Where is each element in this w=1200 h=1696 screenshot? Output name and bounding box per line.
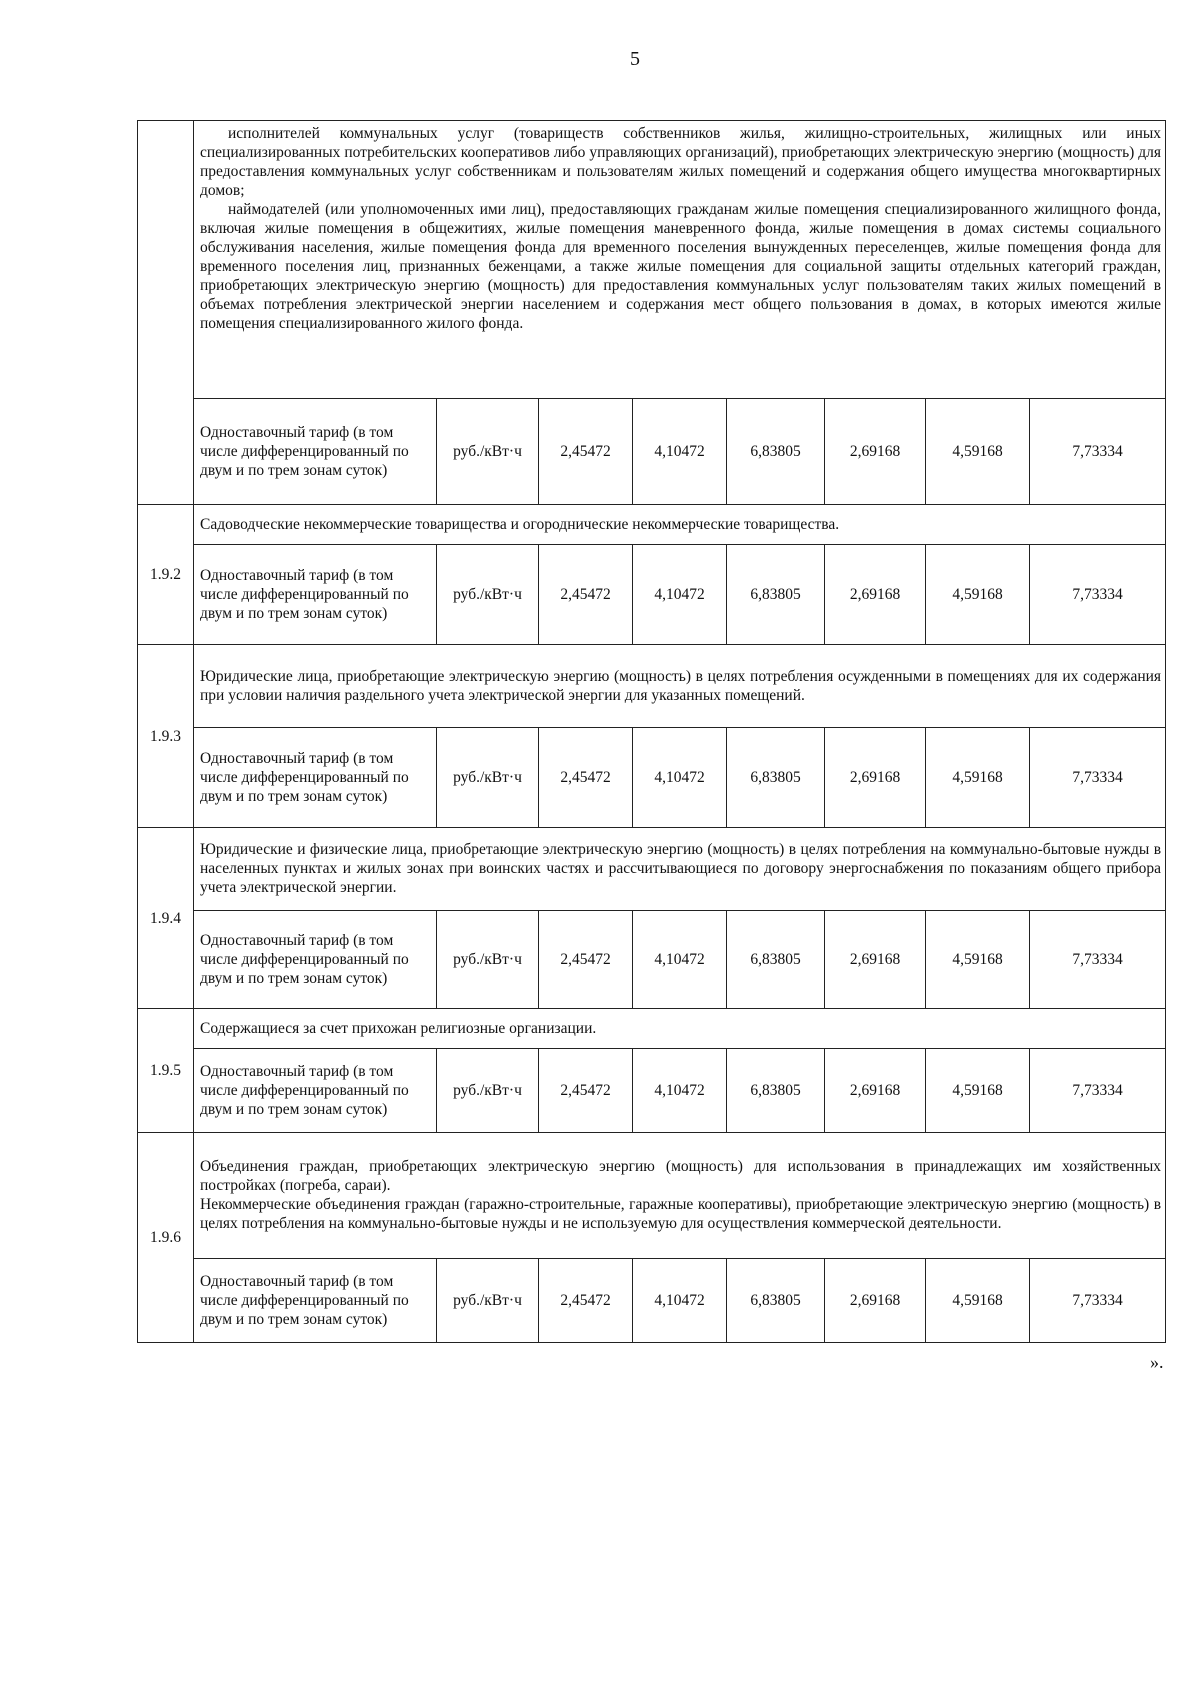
tariff-value: 4,59168: [926, 1259, 1030, 1343]
tariff-value: 2,69168: [825, 399, 926, 505]
tariff-unit: руб./кВт·ч: [437, 1049, 539, 1133]
tariff-value: 2,45472: [539, 399, 633, 505]
section-row-1-9-6: [138, 1133, 1166, 1259]
section-description: [194, 1133, 1166, 1259]
tariff-unit: руб./кВт·ч: [437, 728, 539, 828]
tariff-value: 4,59168: [926, 1049, 1030, 1133]
tariff-unit: руб./кВт·ч: [437, 545, 539, 645]
tariff-unit: руб./кВт·ч: [437, 911, 539, 1009]
section-description: [194, 1009, 1166, 1049]
tariff-value: 2,69168: [825, 911, 926, 1009]
tariff-value: 4,10472: [633, 1259, 727, 1343]
section-row-continued: [138, 121, 1166, 399]
tariff-unit: руб./кВт·ч: [437, 1259, 539, 1343]
description-paragraph: Содержащиеся за счет прихожан религиозные организации.: [200, 1019, 597, 1037]
section-row-1-9-5: [138, 1009, 1166, 1049]
tariff-value: 4,10472: [633, 399, 727, 505]
section-row-1-9-2: [138, 505, 1166, 545]
tariff-row: [138, 399, 1166, 505]
tariff-value: 4,59168: [926, 545, 1030, 645]
description-paragraph: Объединения граждан, приобретающих электрическую энергию (мощность) для использования в принадлежащих им хозяйственных постройках (погреба, сараи).: [200, 1158, 1162, 1194]
tariff-label: Одноставочный тариф (в том числе дифференцированный по двум и по трем зонам суток): [194, 911, 437, 1009]
tariff-value: 7,73334: [1030, 911, 1166, 1009]
tariff-value: 6,83805: [727, 911, 825, 1009]
tariff-value: 7,73334: [1030, 545, 1166, 645]
tariff-value: 4,10472: [633, 728, 727, 828]
tariff-label: Одноставочный тариф (в том числе дифференцированный по двум и по трем зонам суток): [194, 728, 437, 828]
tariff-value: 6,83805: [727, 545, 825, 645]
tariff-unit: руб./кВт·ч: [437, 399, 539, 505]
tariff-value: 7,73334: [1030, 728, 1166, 828]
tariff-row: [138, 911, 1166, 1009]
closing-quote-mark: ».: [1150, 1352, 1164, 1372]
tariff-value: 2,45472: [539, 545, 633, 645]
tariff-value: 4,10472: [633, 911, 727, 1009]
tariff-row: [138, 1259, 1166, 1343]
tariff-value: 2,69168: [825, 545, 926, 645]
tariff-value: 6,83805: [727, 1049, 825, 1133]
tariff-value: 7,73334: [1030, 1049, 1166, 1133]
description-paragraph: исполнителей коммунальных услуг (товариществ собственников жилья, жилищно-строительных, жилищных или иных специализированных потребительских кооперативов либо управляющих организаций), приобретающих электрическую энергию (мощность) для предоставления коммунальных услуг собственникам и пользователям жилых помещений и содержания общего имущества многоквартирных домов;: [200, 125, 1162, 199]
tariff-value: 6,83805: [727, 728, 825, 828]
section-description: [194, 645, 1166, 728]
section-row-1-9-3: [138, 645, 1166, 728]
section-description: [194, 505, 1166, 545]
tariff-row: [138, 545, 1166, 645]
tariff-row: [138, 1049, 1166, 1133]
tariff-value: 7,73334: [1030, 1259, 1166, 1343]
section-row-1-9-4: [138, 828, 1166, 911]
page-number: 5: [630, 48, 640, 70]
tariff-value: 2,69168: [825, 728, 926, 828]
row-number: 1.9.6: [138, 1133, 194, 1343]
tariff-value: 4,59168: [926, 399, 1030, 505]
tariff-value: 2,69168: [825, 1049, 926, 1133]
row-number: 1.9.2: [138, 505, 194, 645]
tariff-value: 2,45472: [539, 1259, 633, 1343]
description-paragraph: Юридические лица, приобретающие электрическую энергию (мощность) в целях потребления осужденными в помещениях для их содержания при условии наличия раздельного учета электрической энергии для указанных помещений.: [200, 667, 1162, 704]
tariff-label: Одноставочный тариф (в том числе дифференцированный по двум и по трем зонам суток): [194, 1049, 437, 1133]
row-number: [138, 121, 194, 505]
description-paragraph: наймодателей (или уполномоченных ими лиц), предоставляющих гражданам жилые помещения специализированного жилищного фонда, включая жилые помещения в общежитиях, жилые помещения маневренного фонда, жилые помещения в домах системы социального обслуживания населения, жилые помещения фонда для временного поселения вынужденных переселенцев, жилые помещения фонда для временного поселения лиц, признанных беженцами, а также жилые помещения для социальной защиты отдельных категорий граждан, приобретающих электрическую энергию (мощность) для предоставления коммунальных услуг пользователям таких жилых помещений в объемах потребления электрической энергии населением и содержания мест общего пользования в домах, в которых имеются жилые помещения специализированного жилого фонда.: [200, 201, 1162, 332]
description-paragraph: Некоммерческие объединения граждан (гаражно-строительные, гаражные кооперативы), приобретающие электрическую энергию (мощность) в целях потребления на коммунально-бытовые нужды и не используемую для осуществления коммерческой деятельности.: [200, 1196, 1162, 1232]
tariff-value: 4,10472: [633, 545, 727, 645]
tariff-value: 4,59168: [926, 728, 1030, 828]
section-description: [194, 828, 1166, 911]
tariff-value: 7,73334: [1030, 399, 1166, 505]
tariff-label: Одноставочный тариф (в том числе дифференцированный по двум и по трем зонам суток): [194, 399, 437, 505]
tariff-value: 2,45472: [539, 728, 633, 828]
tariff-row: [138, 728, 1166, 828]
tariff-value: 4,10472: [633, 1049, 727, 1133]
row-number: 1.9.4: [138, 828, 194, 1009]
tariff-label: Одноставочный тариф (в том числе дифференцированный по двум и по трем зонам суток): [194, 545, 437, 645]
tariff-value: 2,45472: [539, 911, 633, 1009]
tariff-label: Одноставочный тариф (в том числе дифференцированный по двум и по трем зонам суток): [194, 1259, 437, 1343]
description-paragraph: Юридические и физические лица, приобретающие электрическую энергию (мощность) в целях потребления на коммунально-бытовые нужды в населенных пунктах и жилых зонах при воинских частях и рассчитывающиеся по договору энергоснабжения по показаниям общего прибора учета электрической энергии.: [200, 841, 1162, 896]
row-number: 1.9.3: [138, 645, 194, 828]
tariff-value: 4,59168: [926, 911, 1030, 1009]
tariff-table: [137, 120, 1166, 1343]
description-paragraph: Садоводческие некоммерческие товарищества и огороднические некоммерческие товарищества.: [200, 515, 840, 533]
section-description: [194, 121, 1166, 399]
tariff-value: 2,69168: [825, 1259, 926, 1343]
tariff-value: 6,83805: [727, 399, 825, 505]
tariff-value: 6,83805: [727, 1259, 825, 1343]
tariff-value: 2,45472: [539, 1049, 633, 1133]
row-number: 1.9.5: [138, 1009, 194, 1133]
